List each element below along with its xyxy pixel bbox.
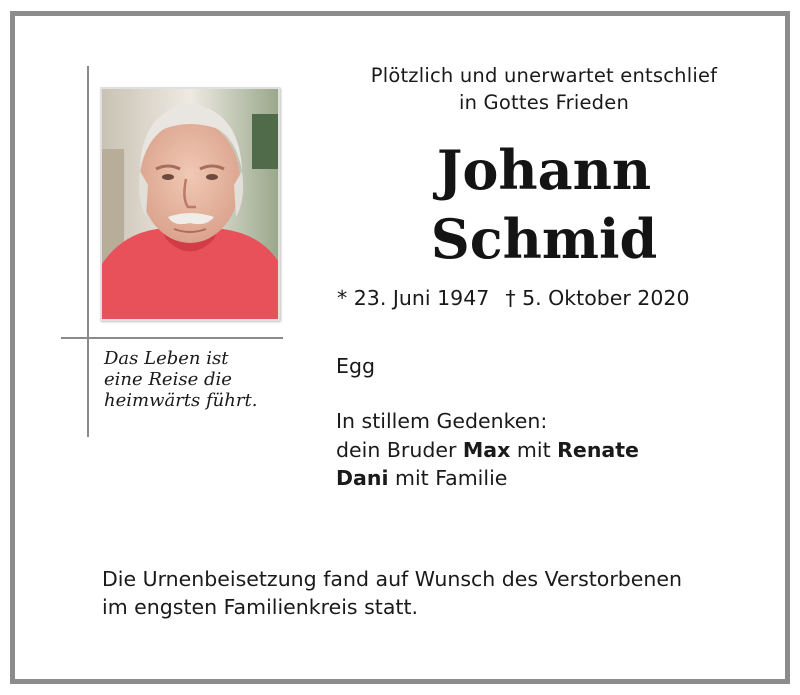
quote-line: heimwärts führt. xyxy=(104,390,258,411)
quote-line: Das Leben ist xyxy=(104,348,229,369)
burial-note-line: Die Urnenbeisetzung fand auf Wunsch des Verstorbenen xyxy=(102,567,682,591)
first-name: Johann xyxy=(436,138,652,202)
mourners-heading: In stillem Gedenken: xyxy=(336,409,548,433)
portrait-image xyxy=(102,89,278,319)
death-date: † 5. Oktober 2020 xyxy=(505,286,690,310)
portrait-photo xyxy=(100,87,280,321)
intro-line: Plötzlich und unerwartet entschlief xyxy=(370,64,718,87)
burial-note-line: im engsten Familienkreis statt. xyxy=(102,595,418,619)
mourners-block xyxy=(336,407,639,493)
deceased-name xyxy=(314,136,774,274)
last-name: Schmid xyxy=(430,207,658,271)
intro-line: in Gottes Frieden xyxy=(458,91,630,114)
cross-vertical-line xyxy=(87,66,89,437)
quote-line: eine Reise die xyxy=(104,369,232,390)
residence-place: Egg xyxy=(336,354,375,378)
mourner-name: Renate xyxy=(557,437,639,462)
quote-text xyxy=(104,348,284,411)
mourner-name: Dani xyxy=(336,466,389,490)
burial-note xyxy=(102,565,772,621)
mourner-name: Max xyxy=(462,437,511,462)
cross-horizontal-line xyxy=(61,337,283,339)
mourners-line: Dani mit Familie xyxy=(336,466,508,490)
birth-date: * 23. Juni 1947 xyxy=(337,286,490,310)
life-dates xyxy=(337,284,689,312)
mourners-line: dein Bruder Max mit Renate xyxy=(336,437,639,462)
intro-text xyxy=(314,62,774,116)
